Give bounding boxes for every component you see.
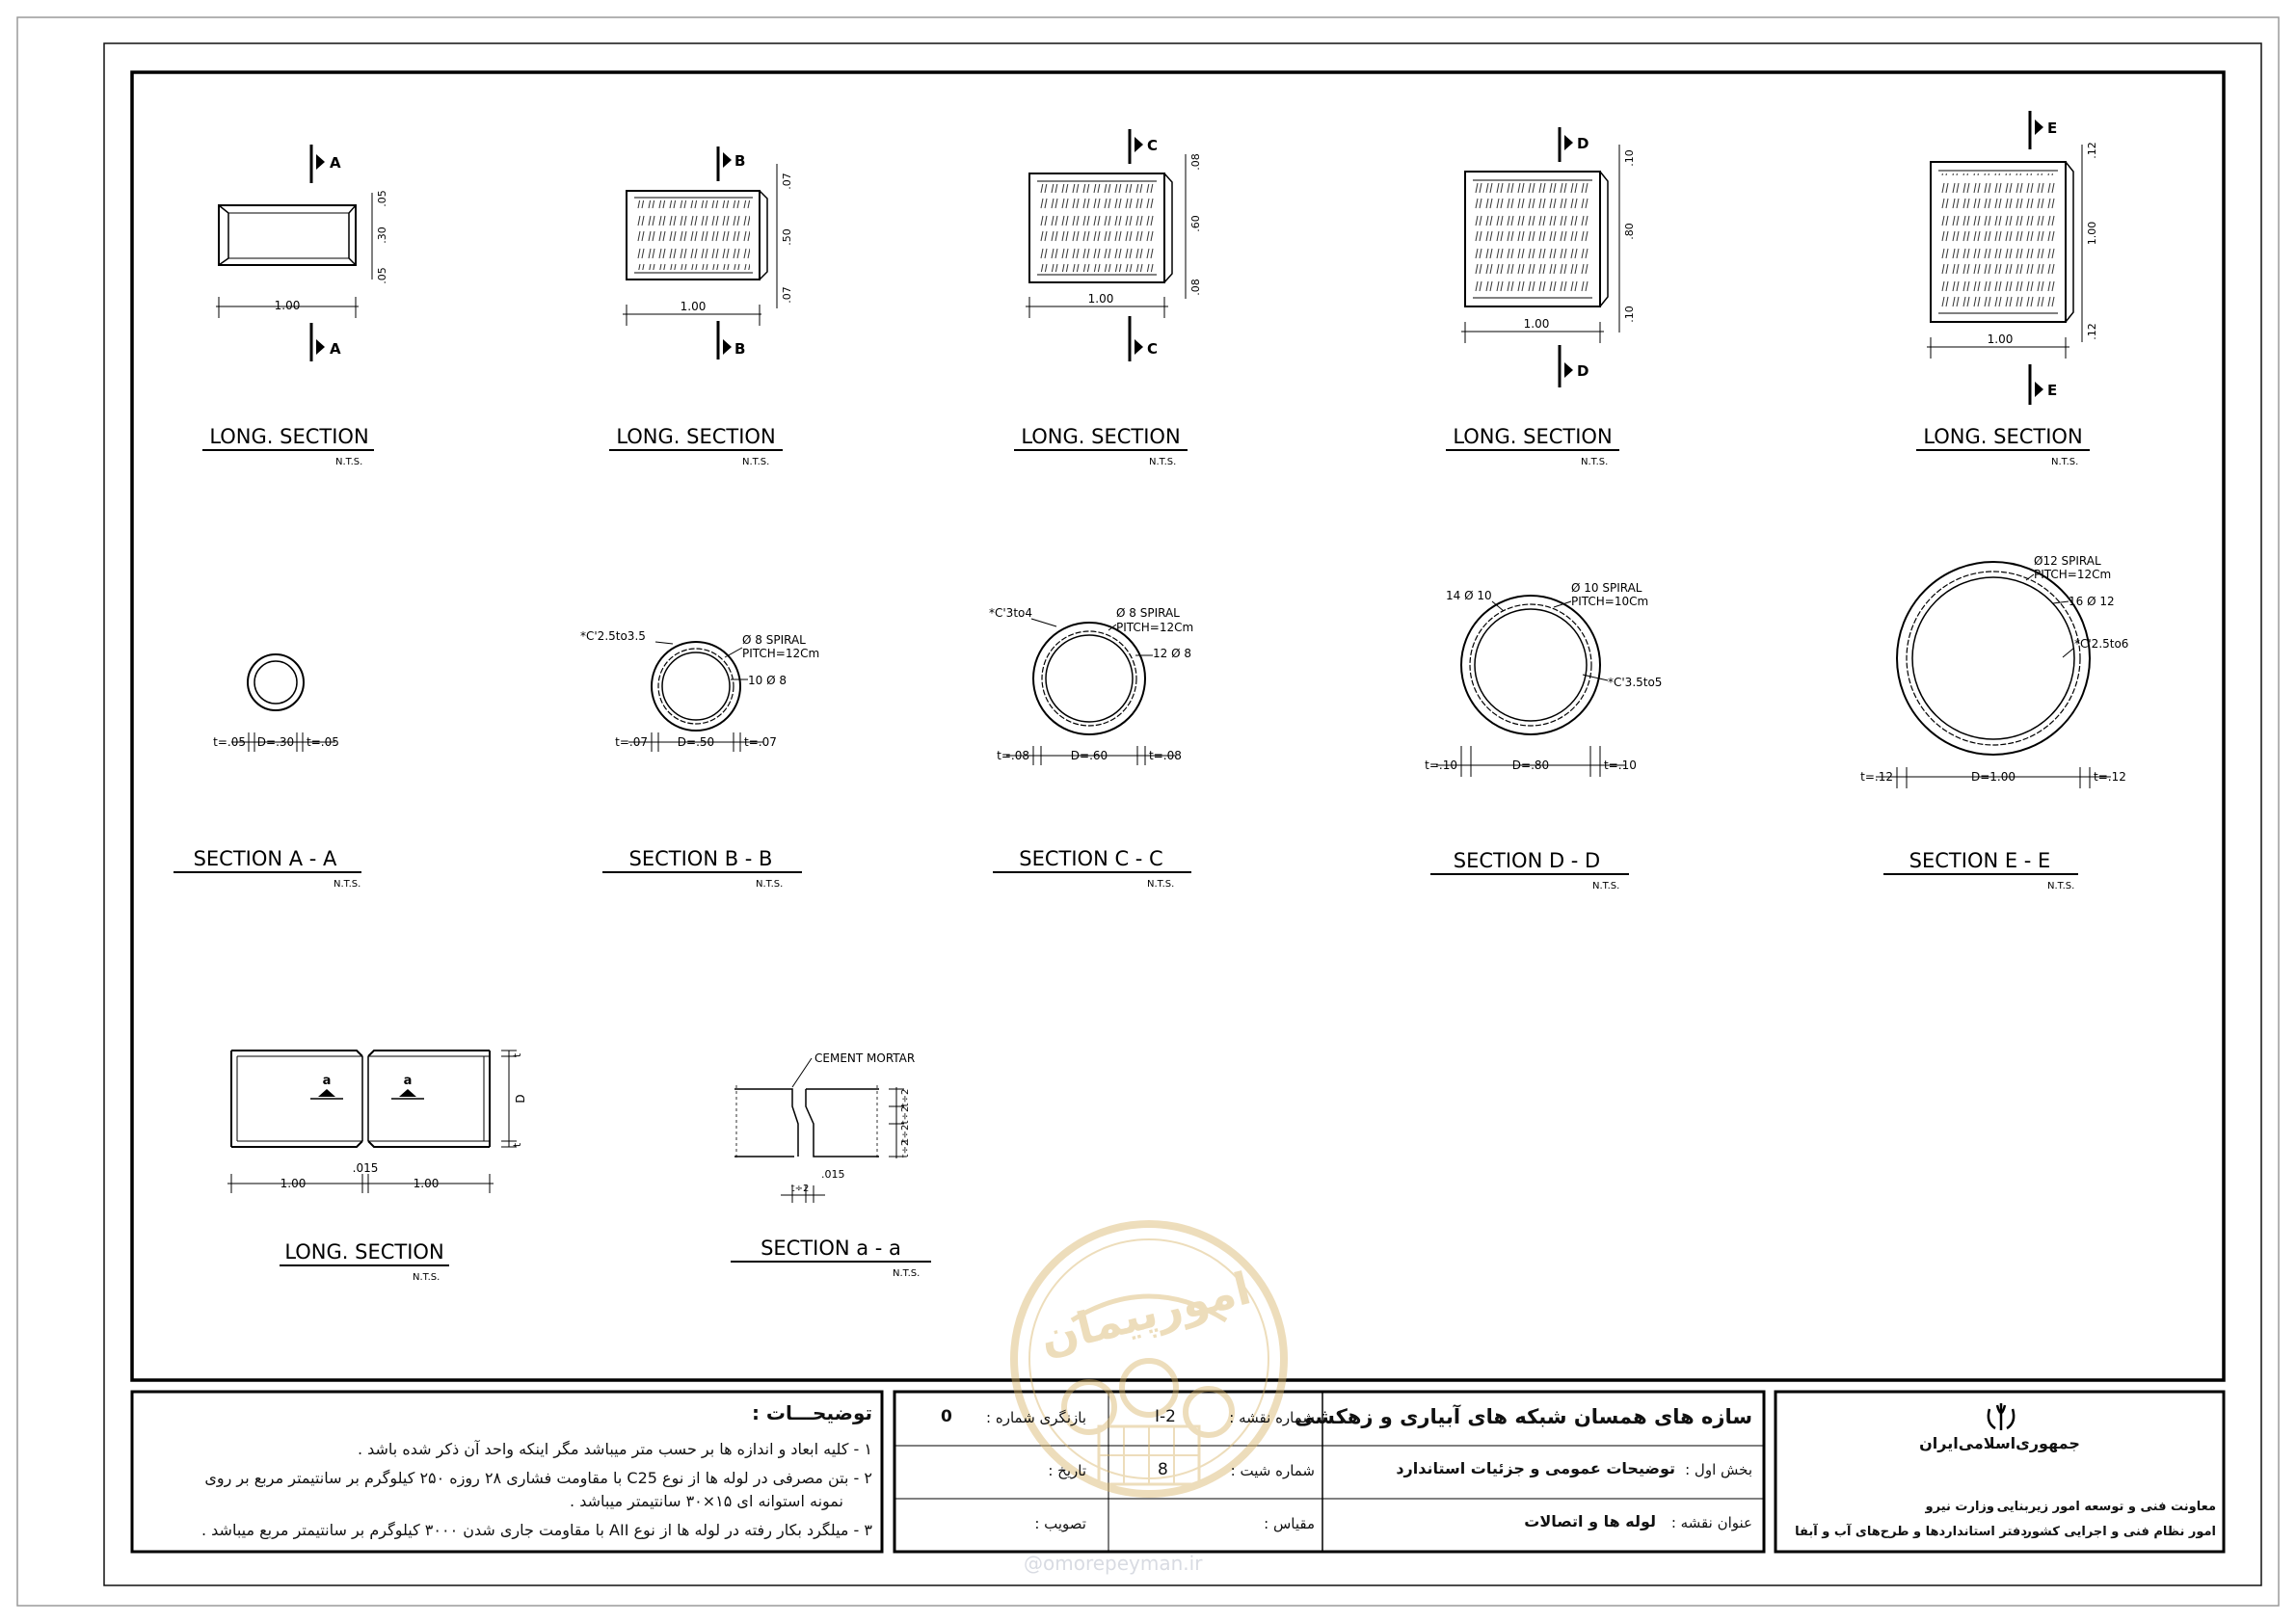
mid-dim-a: .30 [376, 226, 388, 244]
watermark-link: @omorepeyman.ir [1024, 1552, 1203, 1575]
length-dim-b: 1.00 [680, 300, 707, 313]
joint-marker-1: a [322, 1074, 332, 1088]
length-dim-e: 1.00 [1987, 333, 2014, 346]
cut-mark-bottom-b: B [734, 340, 746, 358]
long-section-a [202, 145, 388, 467]
joint-length-left: 1.00 [280, 1177, 307, 1190]
t-left-a: t=.05 [213, 735, 246, 749]
cross-section-scale-e: N.T.S. [2047, 881, 2075, 891]
cross-section-c [989, 606, 1193, 890]
long-section-title-c: LONG. SECTION [1021, 425, 1181, 448]
long-section-c [1014, 129, 1202, 467]
top-dim-c: .08 [1189, 153, 1202, 171]
note-3: ۳ - میلگرد بکار رفته در لوله ها از نوع AII با مقاومت جاری شدن ۳۰۰۰ کیلوگرم بر سانتیمتر مربع میباشد . [200, 1521, 872, 1539]
drawing-info-panel [894, 1392, 1322, 1552]
section-a-a-title: SECTION a - a [761, 1237, 901, 1260]
pitch-b: PITCH=12Cm [742, 647, 820, 660]
revision-label: بازنگری شماره : [986, 1409, 1086, 1426]
project-title: سازه های همسان شبکه های آبیاری و زهکشی [1295, 1405, 1752, 1428]
cut-mark-bottom-c: C [1147, 340, 1159, 358]
long-section-title-a: LONG. SECTION [209, 425, 369, 448]
top-dim-d: .10 [1623, 149, 1636, 167]
mid-dim-b: .50 [781, 228, 793, 246]
diameter-b: D=.50 [677, 735, 715, 749]
cut-mark-bottom-e: E [2047, 382, 2058, 399]
t-half-2: t÷2 [900, 1105, 911, 1125]
spiral-b: Ø 8 SPIRAL [742, 633, 806, 647]
joint-gap: .015 [352, 1161, 379, 1175]
cross-section-d [1425, 581, 1662, 891]
t-half-4: t÷2 [900, 1139, 911, 1158]
length-dim-d: 1.00 [1523, 317, 1550, 331]
top-dim-b: .07 [781, 173, 793, 190]
t-right-e: t=.12 [2094, 770, 2126, 784]
diameter-d: D=.80 [1511, 758, 1550, 772]
cross-section-b [580, 629, 819, 890]
affairs-name: امور نظام فنی و اجرایی کشور [2024, 1525, 2216, 1539]
top-dim-a: .05 [376, 190, 388, 207]
drawing-title-value: لوله ها و اتصالات [1524, 1512, 1656, 1530]
spiral-e: Ø12 SPIRAL [2034, 554, 2101, 568]
pitch-c: PITCH=12Cm [1116, 621, 1194, 634]
scale-label: مقیاس : [1264, 1515, 1315, 1532]
long-section-title-b: LONG. SECTION [616, 425, 776, 448]
mid-dim-e: 1.00 [2086, 221, 2098, 246]
joint-long-section [227, 1051, 527, 1283]
bars-d: 14 Ø 10 [1446, 589, 1492, 602]
cut-mark-bottom-d: D [1577, 362, 1589, 380]
cut-mark-top-e: E [2047, 120, 2058, 137]
long-section-scale-d: N.T.S. [1581, 457, 1609, 467]
note-2-continued: نمونه استوانه ای ۱۵×۳۰ سانتیمتر میباشد . [570, 1492, 843, 1510]
t-right-a: t=.05 [307, 735, 339, 749]
bottom-dim-a: .05 [376, 267, 388, 284]
long-section-title-e: LONG. SECTION [1923, 425, 2083, 448]
approval-label: تصویب : [1034, 1515, 1086, 1532]
bottom-dim-c: .08 [1189, 279, 1202, 296]
length-dim-c: 1.00 [1087, 292, 1114, 306]
bars-c: 12 Ø 8 [1153, 647, 1191, 660]
spiral-c: Ø 8 SPIRAL [1116, 606, 1180, 620]
long-section-e [1916, 111, 2098, 467]
office-name: دفتر استانداردها و طرح‌های آب و آبفا [1795, 1525, 2027, 1539]
cover-d: *C'3.5to5 [1608, 676, 1663, 689]
spiral-d: Ø 10 SPIRAL [1571, 581, 1642, 595]
joint-thickness-bottom: t [511, 1142, 523, 1148]
cover-c: *C'3to4 [989, 606, 1032, 620]
bars-b: 10 Ø 8 [748, 674, 787, 687]
sheet-no-value: 8 [1158, 1460, 1168, 1479]
long-section-scale-e: N.T.S. [2051, 457, 2079, 467]
country-name: جمهوری‌اسلامی‌ایران [1919, 1434, 2080, 1452]
section-a-a-scale: N.T.S. [893, 1268, 921, 1279]
cover-e: *C'2.5to6 [2074, 637, 2129, 651]
date-label: تاریخ : [1048, 1462, 1086, 1479]
cross-section-e [1860, 554, 2128, 891]
mid-dim-c: .60 [1189, 215, 1202, 232]
cross-section-title-a: SECTION A - A [193, 847, 337, 870]
pitch-e: PITCH=12Cm [2034, 568, 2112, 581]
mid-dim-d: .80 [1623, 223, 1636, 240]
cut-mark-top-c: C [1147, 137, 1159, 154]
t-left-d: t=.10 [1425, 758, 1457, 772]
drawing-no-value: I-2 [1155, 1407, 1176, 1426]
cross-section-a [174, 654, 361, 890]
note-2: ۲ - بتن مصرفی در لوله ها از نوع C25 با مقاومت فشاری ۲۸ روزه ۲۵۰ کیلوگرم بر سانتیمتر مربع بر روی [204, 1469, 872, 1487]
long-section-b [609, 146, 793, 467]
inner-sheet-border [104, 43, 2261, 1585]
cement-mortar-label: CEMENT MORTAR [814, 1051, 916, 1065]
revision-value: 0 [941, 1407, 952, 1426]
cross-section-title-b: SECTION B - B [628, 847, 773, 870]
diameter-c: D=.60 [1070, 749, 1108, 762]
joint-diameter: D [514, 1094, 527, 1104]
cut-mark-top-b: B [734, 152, 746, 170]
ministry-name: وزارت نیرو [1925, 1500, 1994, 1514]
long-section-scale-b: N.T.S. [742, 457, 770, 467]
joint-marker-2: a [403, 1074, 413, 1088]
part-value: توضیحات عمومی و جزئیات استاندارد [1396, 1459, 1675, 1477]
joint-long-scale: N.T.S. [413, 1272, 441, 1283]
gap-small: .015 [821, 1168, 845, 1181]
note-1: ۱ - کلیه ابعاد و اندازه ها بر حسب متر میباشد مگر اینکه واحد آن ذکر شده باشد . [357, 1440, 872, 1458]
part-label: بخش اول : [1685, 1461, 1752, 1478]
cross-section-scale-a: N.T.S. [334, 879, 361, 890]
bars-e: 16 Ø 12 [2069, 595, 2115, 608]
diameter-e: D=1.00 [1970, 770, 2016, 784]
t-half-bottom: t÷2 [790, 1184, 810, 1194]
section-a-a-detail [731, 1051, 931, 1279]
joint-long-title: LONG. SECTION [284, 1240, 444, 1264]
long-section-scale-a: N.T.S. [335, 457, 363, 467]
t-right-c: t=.08 [1149, 749, 1182, 762]
top-dim-e: .12 [2086, 142, 2098, 159]
bottom-dim-e: .12 [2086, 323, 2098, 340]
cut-mark-top-d: D [1577, 135, 1589, 152]
cross-section-title-d: SECTION D - D [1453, 849, 1601, 872]
cross-section-scale-c: N.T.S. [1147, 879, 1175, 890]
pitch-d: PITCH=10Cm [1571, 595, 1649, 608]
sheet-no-label: شماره شیت : [1230, 1462, 1315, 1479]
project-title-panel [1295, 1392, 1764, 1552]
drawing-no-label: شماره نقشه : [1229, 1409, 1315, 1426]
t-left-c: t=.08 [997, 749, 1029, 762]
cut-mark-top-a: A [330, 154, 341, 172]
t-half-3: t÷2 [900, 1124, 911, 1143]
notes-heading: توضیحـــات : [751, 1401, 872, 1424]
length-dim-a: 1.00 [274, 299, 301, 312]
t-left-b: t=.07 [615, 735, 648, 749]
long-section-title-d: LONG. SECTION [1453, 425, 1613, 448]
cut-mark-bottom-a: A [330, 340, 341, 358]
organization-panel [1775, 1392, 2224, 1552]
watermark-text: امورپیمان [1034, 1262, 1256, 1365]
long-section-d [1446, 127, 1636, 467]
cross-section-scale-d: N.T.S. [1592, 881, 1620, 891]
t-left-e: t=.12 [1860, 770, 1893, 784]
bottom-dim-d: .10 [1623, 306, 1636, 323]
deputy-name: معاونت فنی و توسعه امور زیربنایی [1996, 1500, 2216, 1514]
long-section-scale-c: N.T.S. [1149, 457, 1177, 467]
cross-section-title-c: SECTION C - C [1019, 847, 1163, 870]
diameter-a: D=.30 [256, 735, 295, 749]
t-half-1: t÷2 [900, 1088, 911, 1107]
t-right-b: t=.07 [744, 735, 777, 749]
drawing-title-label: عنوان نقشه : [1670, 1514, 1752, 1531]
joint-length-right: 1.00 [413, 1177, 440, 1190]
bottom-dim-b: .07 [781, 286, 793, 304]
t-right-d: t=.10 [1604, 758, 1637, 772]
cross-section-title-e: SECTION E - E [1909, 849, 2051, 872]
cross-section-scale-b: N.T.S. [756, 879, 784, 890]
notes-panel [132, 1392, 882, 1552]
cover-b: *C'2.5to3.5 [580, 629, 646, 643]
joint-thickness-top: t [511, 1052, 523, 1058]
